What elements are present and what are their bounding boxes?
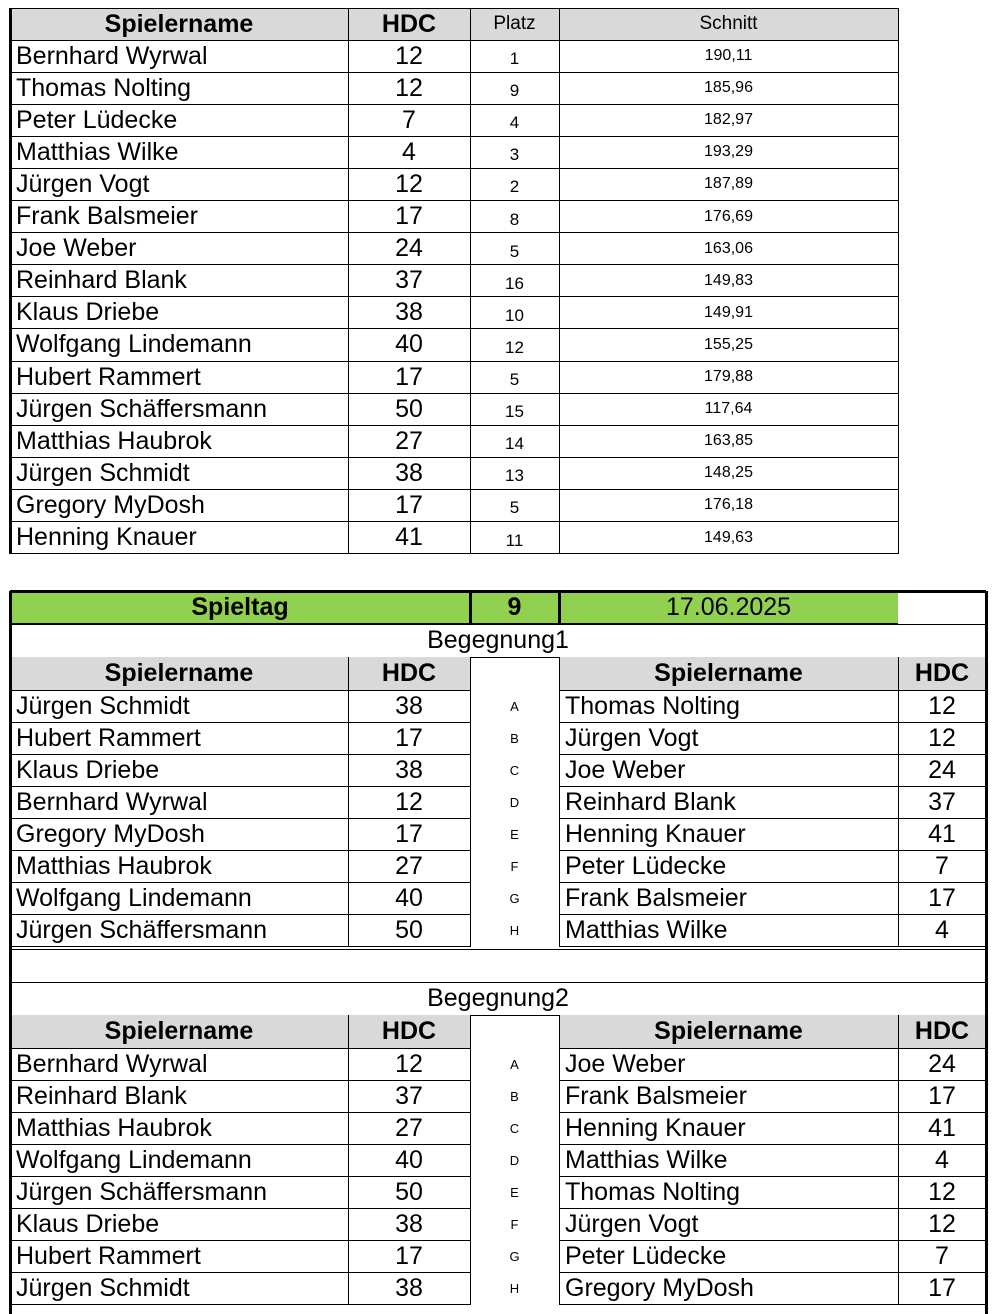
pairing-letter: A <box>510 698 519 714</box>
spieltag-label: Spieltag <box>191 593 289 621</box>
left-player-hdc: 12 <box>395 1049 423 1078</box>
player-platz: 1 <box>509 49 520 69</box>
left-header-hdc: HDC <box>348 657 470 690</box>
table-right-border <box>898 8 899 554</box>
column-divider <box>470 1015 471 1305</box>
player-hdc: 12 <box>395 169 423 198</box>
column-divider <box>898 1015 899 1305</box>
player-name: Joe Weber <box>16 234 137 263</box>
right-player-hdc: 7 <box>935 852 949 881</box>
column-divider <box>559 657 560 947</box>
spacer-divider <box>10 949 986 950</box>
pairing-letter: F <box>510 1217 519 1233</box>
left-player-hdc: 27 <box>395 852 423 881</box>
header-platz: Platz <box>470 8 559 40</box>
column-divider <box>470 657 471 947</box>
right-player-name: Joe Weber <box>565 755 686 784</box>
pairing-letter: F <box>510 859 519 875</box>
player-hdc: 38 <box>395 458 423 487</box>
player-platz: 5 <box>509 370 520 390</box>
player-hdc: 4 <box>402 137 416 166</box>
player-schnitt: 163,85 <box>704 432 753 450</box>
player-name: Wolfgang Lindemann <box>16 330 252 359</box>
header-divider <box>10 40 898 41</box>
player-hdc: 24 <box>395 234 423 263</box>
player-hdc: 40 <box>395 330 423 359</box>
player-platz: 5 <box>509 241 520 261</box>
right-player-name: Peter Lüdecke <box>565 1242 727 1271</box>
player-name: Reinhard Blank <box>16 266 187 295</box>
left-player-hdc: 12 <box>395 787 423 816</box>
pairing-letter: H <box>509 923 520 939</box>
player-schnitt: 117,64 <box>704 400 753 418</box>
pairing-letter: C <box>509 762 520 778</box>
column-divider <box>559 8 560 554</box>
table-left-border <box>9 8 12 554</box>
left-player-name: Jürgen Schäffersmann <box>16 916 268 945</box>
player-platz: 4 <box>509 113 520 133</box>
player-schnitt: 187,89 <box>704 175 753 193</box>
player-platz: 12 <box>505 337 524 357</box>
left-player-name: Matthias Haubrok <box>16 1113 212 1142</box>
player-hdc: 7 <box>402 105 416 134</box>
player-name: Matthias Haubrok <box>16 426 212 455</box>
left-player-hdc: 37 <box>395 1081 423 1110</box>
player-hdc: 17 <box>395 362 423 391</box>
left-header-spielername: Spielername <box>10 1015 348 1048</box>
left-player-name: Hubert Rammert <box>16 723 201 752</box>
player-platz: 10 <box>505 305 524 325</box>
pairing-letter: E <box>510 1184 519 1200</box>
pairing-letter: E <box>510 826 519 842</box>
spieltag-number: 9 <box>507 593 522 621</box>
player-name: Matthias Wilke <box>16 137 179 166</box>
player-hdc: 41 <box>395 523 423 552</box>
left-player-hdc: 40 <box>395 884 423 913</box>
spieltag-top-border <box>10 590 986 593</box>
block-top-border <box>10 624 986 625</box>
player-name: Gregory MyDosh <box>16 490 205 519</box>
right-player-hdc: 12 <box>928 723 956 752</box>
left-player-name: Jürgen Schmidt <box>16 1274 190 1303</box>
column-divider <box>348 657 349 947</box>
player-hdc: 12 <box>395 73 423 102</box>
left-player-name: Wolfgang Lindemann <box>16 884 252 913</box>
right-player-hdc: 4 <box>935 916 949 945</box>
right-player-hdc: 17 <box>928 1081 956 1110</box>
column-divider <box>559 1015 560 1305</box>
left-player-name: Klaus Driebe <box>16 755 160 784</box>
player-hdc: 17 <box>395 202 423 231</box>
player-platz: 9 <box>509 81 520 101</box>
header-spielername: Spielername <box>10 8 348 40</box>
player-schnitt: 182,97 <box>704 111 753 129</box>
player-platz: 2 <box>509 177 520 197</box>
right-player-name: Gregory MyDosh <box>565 1274 754 1303</box>
match-title: Begegnung1 <box>427 626 569 654</box>
left-player-name: Gregory MyDosh <box>16 819 205 848</box>
right-player-name: Matthias Wilke <box>565 916 728 945</box>
match-title: Begegnung2 <box>427 984 569 1012</box>
right-player-hdc: 7 <box>935 1242 949 1271</box>
player-platz: 15 <box>505 402 524 422</box>
left-player-name: Hubert Rammert <box>16 1242 201 1271</box>
player-schnitt: 176,69 <box>704 207 753 225</box>
pairing-letter: H <box>509 1281 520 1297</box>
column-divider <box>898 657 899 947</box>
pairing-letter: B <box>510 730 519 746</box>
left-header-hdc: HDC <box>348 1015 470 1048</box>
column-divider <box>470 8 471 554</box>
row-divider <box>10 1304 470 1305</box>
row-divider <box>559 1304 986 1305</box>
right-header-hdc: HDC <box>898 1015 986 1048</box>
left-player-hdc: 50 <box>395 916 423 945</box>
player-name: Frank Balsmeier <box>16 202 198 231</box>
player-hdc: 17 <box>395 490 423 519</box>
left-player-hdc: 27 <box>395 1113 423 1142</box>
player-name: Thomas Nolting <box>16 73 192 102</box>
right-player-hdc: 37 <box>928 787 956 816</box>
pairing-letter: A <box>510 1056 519 1072</box>
right-player-name: Thomas Nolting <box>565 691 741 720</box>
right-player-name: Frank Balsmeier <box>565 884 747 913</box>
pairing-letter: C <box>509 1120 520 1136</box>
pairing-letter: D <box>509 1152 520 1168</box>
header-schnitt: Schnitt <box>559 8 898 40</box>
player-platz: 16 <box>505 273 524 293</box>
right-player-hdc: 4 <box>935 1145 949 1174</box>
left-player-hdc: 38 <box>395 755 423 784</box>
left-player-name: Jürgen Schmidt <box>16 691 190 720</box>
right-header-spielername: Spielername <box>559 1015 898 1048</box>
section-left-border <box>9 591 12 1314</box>
player-hdc: 12 <box>395 41 423 70</box>
table-top-border <box>10 8 898 9</box>
player-name: Peter Lüdecke <box>16 105 178 134</box>
pairing-letter: G <box>509 1249 520 1265</box>
left-player-hdc: 50 <box>395 1177 423 1206</box>
player-hdc: 27 <box>395 426 423 455</box>
header-hdc: HDC <box>348 8 470 40</box>
player-schnitt: 176,18 <box>704 496 753 514</box>
right-player-name: Henning Knauer <box>565 819 746 848</box>
spieltag-number-border <box>469 591 472 624</box>
right-player-name: Reinhard Blank <box>565 787 736 816</box>
player-schnitt: 190,11 <box>704 47 753 65</box>
player-name: Jürgen Schmidt <box>16 458 190 487</box>
player-schnitt: 149,83 <box>704 271 753 289</box>
player-platz: 5 <box>509 498 520 518</box>
pairing-letter: B <box>510 1088 519 1104</box>
right-player-name: Jürgen Vogt <box>565 723 699 752</box>
right-player-name: Frank Balsmeier <box>565 1081 747 1110</box>
left-player-name: Wolfgang Lindemann <box>16 1145 252 1174</box>
left-player-name: Bernhard Wyrwal <box>16 1049 208 1078</box>
player-schnitt: 163,06 <box>704 239 753 257</box>
right-player-hdc: 17 <box>928 884 956 913</box>
player-hdc: 38 <box>395 298 423 327</box>
player-platz: 3 <box>509 145 520 165</box>
player-platz: 13 <box>505 466 524 486</box>
spieltag-number-border <box>558 591 561 624</box>
right-player-name: Joe Weber <box>565 1049 686 1078</box>
right-player-hdc: 41 <box>928 819 956 848</box>
pairing-letter: D <box>509 794 520 810</box>
player-name: Jürgen Vogt <box>16 169 150 198</box>
player-name: Henning Knauer <box>16 523 197 552</box>
right-player-name: Henning Knauer <box>565 1113 746 1142</box>
left-player-name: Klaus Driebe <box>16 1210 160 1239</box>
left-player-name: Bernhard Wyrwal <box>16 787 208 816</box>
player-schnitt: 149,63 <box>704 528 753 546</box>
right-player-name: Peter Lüdecke <box>565 852 727 881</box>
right-player-name: Thomas Nolting <box>565 1177 741 1206</box>
column-divider <box>348 8 349 554</box>
left-header-spielername: Spielername <box>10 657 348 690</box>
left-player-name: Matthias Haubrok <box>16 852 212 881</box>
pairing-letter: G <box>509 891 520 907</box>
spieltag-date: 17.06.2025 <box>665 593 792 621</box>
right-player-hdc: 24 <box>928 1049 956 1078</box>
player-name: Bernhard Wyrwal <box>16 41 208 70</box>
right-player-hdc: 17 <box>928 1274 956 1303</box>
row-divider <box>559 946 986 947</box>
right-player-hdc: 41 <box>928 1113 956 1142</box>
player-name: Jürgen Schäffersmann <box>16 394 268 423</box>
left-player-hdc: 17 <box>395 1242 423 1271</box>
player-schnitt: 148,25 <box>704 464 753 482</box>
left-player-hdc: 38 <box>395 1274 423 1303</box>
right-player-hdc: 12 <box>928 691 956 720</box>
left-player-hdc: 17 <box>395 819 423 848</box>
right-header-spielername: Spielername <box>559 657 898 690</box>
player-hdc: 37 <box>395 266 423 295</box>
row-divider <box>10 946 470 947</box>
right-player-hdc: 12 <box>928 1210 956 1239</box>
column-divider <box>348 1015 349 1305</box>
section-right-border <box>985 591 988 1314</box>
right-header-hdc: HDC <box>898 657 986 690</box>
right-player-hdc: 12 <box>928 1177 956 1206</box>
left-player-hdc: 40 <box>395 1145 423 1174</box>
block-top-border <box>10 982 986 983</box>
right-player-name: Jürgen Vogt <box>565 1210 699 1239</box>
right-player-name: Matthias Wilke <box>565 1145 728 1174</box>
player-name: Hubert Rammert <box>16 362 201 391</box>
left-player-hdc: 38 <box>395 1210 423 1239</box>
player-schnitt: 155,25 <box>704 335 753 353</box>
player-schnitt: 185,96 <box>704 79 753 97</box>
left-player-hdc: 38 <box>395 691 423 720</box>
player-schnitt: 149,91 <box>704 303 753 321</box>
player-schnitt: 193,29 <box>704 143 753 161</box>
row-divider <box>10 553 898 554</box>
player-name: Klaus Driebe <box>16 298 160 327</box>
right-player-hdc: 24 <box>928 755 956 784</box>
player-schnitt: 179,88 <box>704 368 753 386</box>
left-player-hdc: 17 <box>395 723 423 752</box>
left-player-name: Jürgen Schäffersmann <box>16 1177 268 1206</box>
player-hdc: 50 <box>395 394 423 423</box>
left-player-name: Reinhard Blank <box>16 1081 187 1110</box>
player-platz: 11 <box>505 530 524 550</box>
player-platz: 14 <box>505 434 524 454</box>
player-platz: 8 <box>509 209 520 229</box>
